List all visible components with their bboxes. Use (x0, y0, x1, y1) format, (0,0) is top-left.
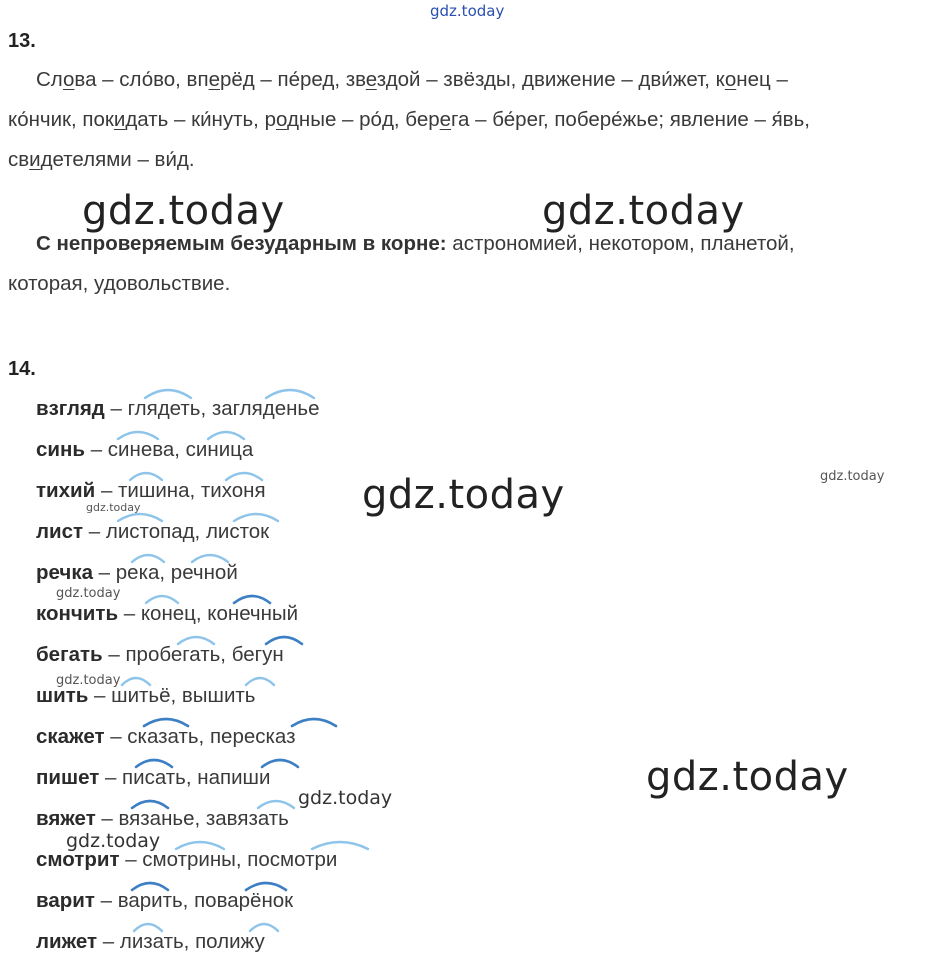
text-segment: здой – звёзды, движение – дви́жет, к (376, 68, 725, 91)
word-row (36, 848, 337, 872)
word-head: тихий (36, 479, 96, 502)
watermark-top: gdz.today (430, 2, 505, 20)
underlined-vowel: е (365, 68, 377, 91)
word-row (36, 930, 265, 954)
text-segment: Сл (36, 68, 63, 91)
exercise-14-number: 14. (8, 358, 36, 380)
word-head: лижет (36, 930, 98, 953)
word-head: смотрит (36, 848, 120, 871)
word-related: – синева, синица (85, 438, 254, 461)
ex13-line-1 (8, 68, 788, 91)
word-related: – варить, поварёнок (94, 889, 294, 912)
word-row (36, 397, 320, 421)
watermark-3: gdz.today (362, 472, 565, 518)
word-related: – конец, конечный (118, 602, 299, 625)
text-segment: ко́нчик, пок (8, 108, 114, 131)
ex13-bold-label: С непроверяемым безударным в корне: (36, 232, 447, 255)
text-segment: нец – (736, 68, 788, 91)
word-head: пишет (36, 766, 100, 789)
word-head: взгляд (36, 397, 105, 420)
underlined-vowel: е (208, 68, 220, 91)
word-related: – река, речной (92, 561, 238, 584)
word-row (36, 602, 298, 626)
word-related: – листопад, листок (83, 520, 270, 543)
text-segment: дные – ро́д, бер (286, 108, 440, 131)
exercise-13-paragraph (8, 60, 938, 180)
word-row (36, 684, 256, 708)
underlined-vowel: о (275, 108, 287, 131)
word-related: – глядеть, загляденье (104, 397, 320, 420)
word-related: – писать, напиши (99, 766, 271, 789)
exercise-13-list (8, 224, 938, 304)
word-head: шить (36, 684, 89, 707)
watermark-6: gdz.today (86, 501, 141, 514)
word-head: синь (36, 438, 85, 461)
underlined-vowel: и (29, 148, 41, 171)
word-related: – пробегать, бегун (102, 643, 284, 666)
ex13-line-3 (8, 148, 195, 171)
word-head: варит (36, 889, 95, 912)
word-related: – шитьё, вышить (88, 684, 256, 707)
word-head: речка (36, 561, 93, 584)
watermark-1: gdz.today (82, 188, 285, 234)
underlined-vowel: о (63, 68, 75, 91)
exercise-13-number: 13. (8, 30, 36, 52)
watermark-4: gdz.today (646, 754, 849, 800)
watermark-2: gdz.today (542, 188, 745, 234)
word-head: скажет (36, 725, 105, 748)
text-segment: га – бе́рег, побере́жье; явление – я́вь, (451, 108, 810, 131)
word-related: – вязанье, завязать (95, 807, 289, 830)
word-head: кончить (36, 602, 119, 625)
word-related: – тишина, тихоня (95, 479, 266, 502)
text-segment: рёд – пе́ред, зв (219, 68, 366, 91)
word-row (36, 438, 253, 462)
underlined-vowel: и (113, 108, 126, 131)
word-head: вяжет (36, 807, 96, 830)
watermark-5: gdz.today (820, 469, 885, 484)
word-row (36, 889, 293, 913)
word-row (36, 643, 284, 667)
watermark-7: gdz.today (56, 586, 121, 601)
watermark-10: gdz.today (66, 830, 161, 852)
word-row (36, 725, 296, 749)
word-head: лист (36, 520, 84, 543)
ex13-line-2 (8, 108, 810, 131)
watermark-8: gdz.today (56, 673, 121, 688)
word-row (36, 520, 269, 544)
word-row (36, 479, 266, 503)
word-head: бегать (36, 643, 103, 666)
text-segment: дать – ки́нуть, р (125, 108, 276, 131)
word-row (36, 561, 238, 585)
word-row (36, 807, 289, 831)
ex13-list-line-1: астрономией, некотором, планетой, (446, 232, 795, 255)
root-arc (292, 719, 336, 726)
underlined-vowel: о (724, 68, 737, 91)
watermark-9: gdz.today (298, 787, 393, 809)
underlined-vowel: е (439, 108, 452, 131)
text-segment: св (8, 148, 30, 171)
ex13-list-line-2: которая, удовольствие. (8, 272, 231, 295)
word-related: – смотрины, посмотри (119, 848, 338, 871)
word-row (36, 766, 270, 790)
text-segment: детелями – ви́д. (40, 148, 195, 171)
text-segment: ва – сло́во, вп (74, 68, 209, 91)
word-related: – сказать, пересказ (104, 725, 296, 748)
word-related: – лизать, полижу (97, 930, 265, 953)
